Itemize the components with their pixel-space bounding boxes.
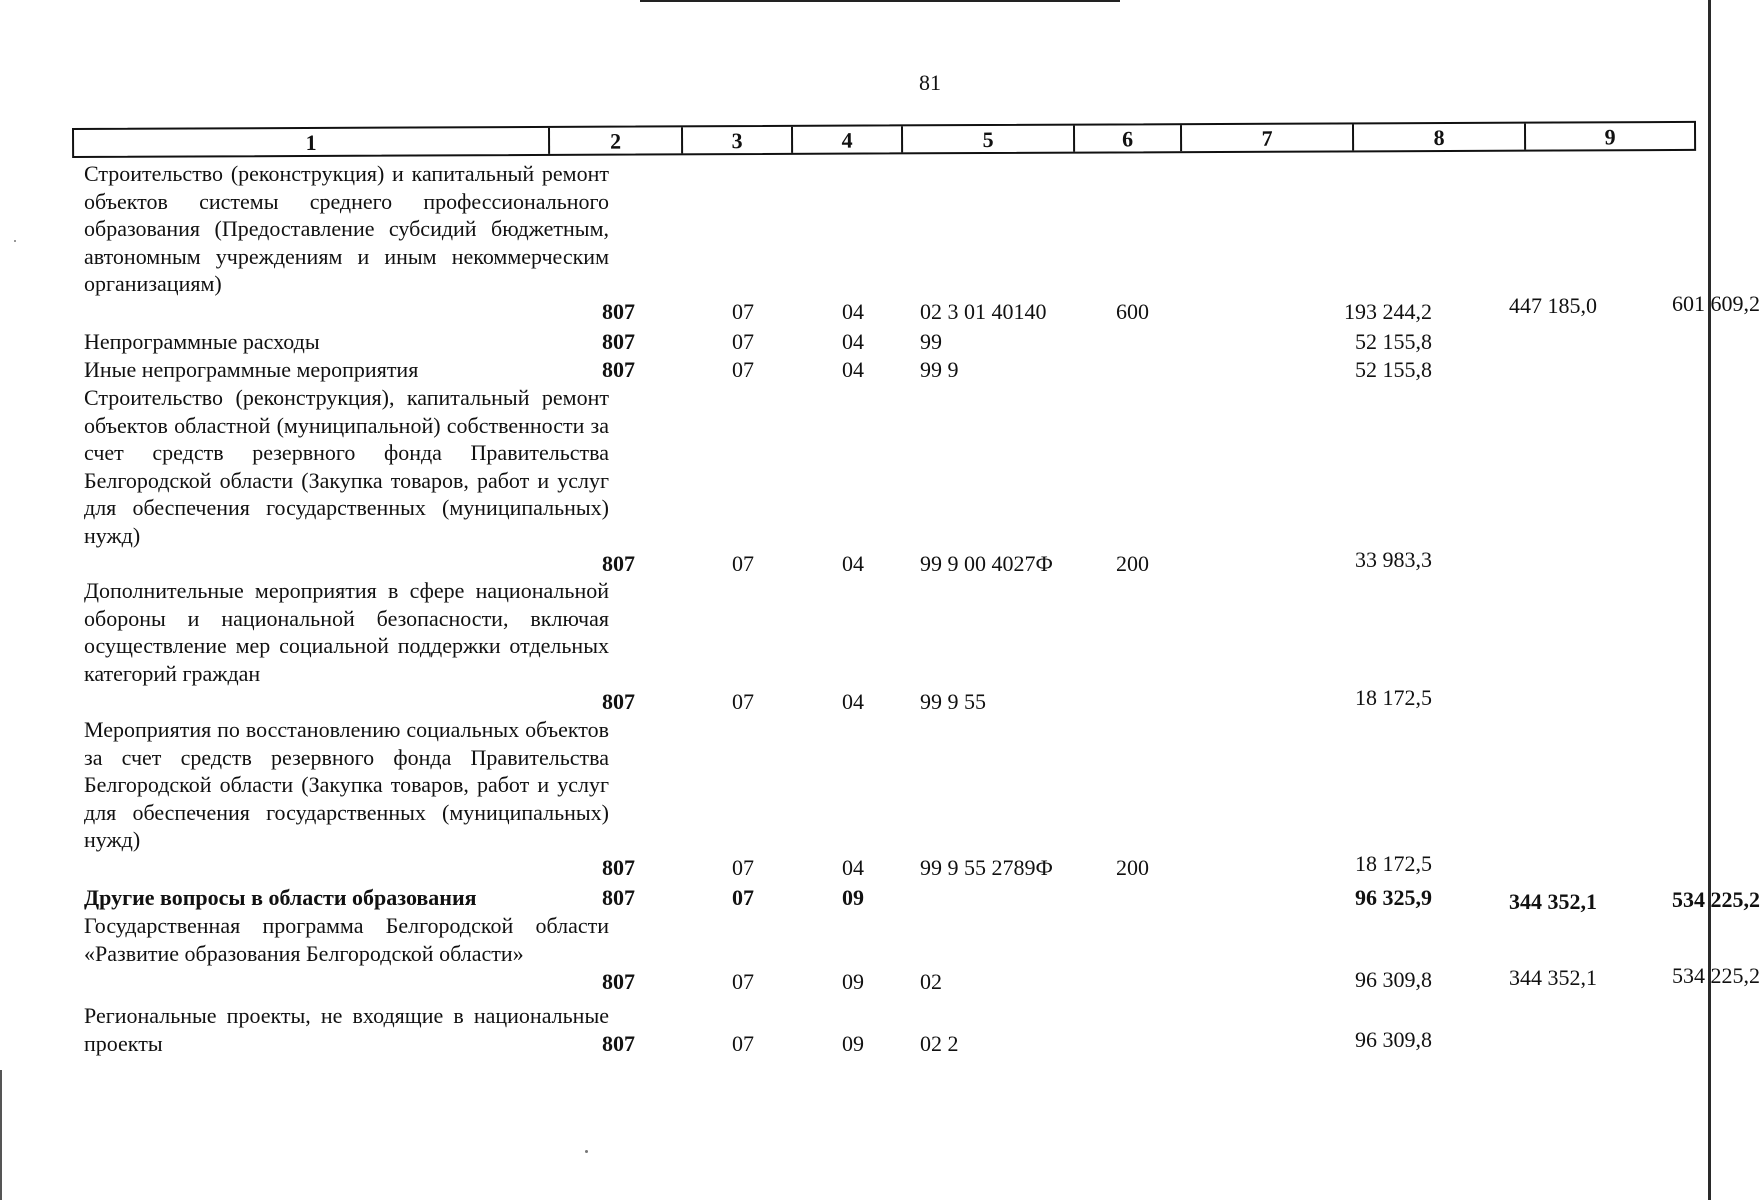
cell-col-3: 07 <box>732 550 754 576</box>
cell-col-3: 07 <box>732 854 754 880</box>
header-col-8: 8 <box>1354 124 1526 151</box>
cell-col-5: 99 <box>920 329 942 354</box>
header-col-4: 4 <box>793 126 903 152</box>
table-row <box>72 577 1696 715</box>
cell-col-2: 807 <box>602 854 635 880</box>
cell-col-2: 807 <box>602 688 635 714</box>
cell-col-2: 807 <box>602 968 635 994</box>
cell-col-3: 07 <box>732 329 754 354</box>
row-name: Непрограммные расходы <box>84 329 320 354</box>
cell-col-4: 04 <box>842 550 864 576</box>
header-col-5: 5 <box>903 126 1075 153</box>
cell-col-3: 07 <box>732 968 754 994</box>
scan-artifact-top <box>640 0 1120 2</box>
cell-col-7: 96 325,9 <box>1355 885 1432 910</box>
cell-col-4: 04 <box>842 688 864 714</box>
table-row <box>72 1002 1696 1057</box>
header-col-3: 3 <box>683 127 793 153</box>
cell-col-3: 07 <box>732 357 754 382</box>
table-row <box>72 356 1696 384</box>
row-name: Мероприятия по восстановлению социальных объектов за счет средств резервного фонда Правительства Белгородской области (Закупка товаров, работ и услуг для обеспечения государственных (муниципальных) нужд) <box>84 717 609 852</box>
cell-col-5: 99 9 <box>920 357 959 382</box>
table-row <box>72 716 1696 881</box>
cell-col-7: 52 155,8 <box>1355 357 1432 382</box>
cell-col-2: 807 <box>602 298 635 324</box>
cell-col-2: 807 <box>602 885 635 910</box>
cell-col-9: 601 609,2 <box>1672 290 1760 316</box>
table-header-row <box>72 121 1696 158</box>
cell-col-7: 96 309,8 <box>1355 966 1432 992</box>
cell-col-5: 02 3 01 40140 <box>920 298 1047 324</box>
header-col-2: 2 <box>550 127 683 154</box>
cell-col-4: 04 <box>842 357 864 382</box>
cell-col-2: 807 <box>602 329 635 354</box>
cell-col-5: 99 9 00 4027Ф <box>920 550 1053 576</box>
cell-col-8: 447 185,0 <box>1509 292 1597 318</box>
cell-col-3: 07 <box>732 298 754 324</box>
cell-col-8: 344 352,1 <box>1509 964 1597 990</box>
cell-col-7: 52 155,8 <box>1355 329 1432 354</box>
cell-col-2: 807 <box>602 1030 635 1056</box>
table-row <box>72 884 1760 914</box>
cell-col-5: 02 2 <box>920 1030 959 1056</box>
cell-col-7: 96 309,8 <box>1355 1026 1432 1052</box>
cell-col-6: 600 <box>1116 298 1149 324</box>
cell-col-4: 09 <box>842 1030 864 1056</box>
row-name: Региональные проекты, не входящие в национальные проекты <box>84 1003 609 1056</box>
row-name: Другие вопросы в области образования <box>84 885 477 910</box>
cell-col-4: 09 <box>842 885 864 910</box>
table-row <box>72 384 1696 577</box>
row-name: Строительство (реконструкция), капитальный ремонт объектов областной (муниципальной) собственности за счет средств резервного фонда Правительства Белгородской области (Закупка товаров, работ и услуг для обеспечения государственных (муниципальных) нужд) <box>84 385 609 548</box>
cell-col-7: 33 983,3 <box>1355 546 1432 572</box>
cell-col-9: 534 225,2 <box>1672 962 1760 988</box>
header-col-9: 9 <box>1604 124 1616 150</box>
cell-col-5: 02 <box>920 968 942 994</box>
cell-col-4: 09 <box>842 968 864 994</box>
cell-col-3: 07 <box>732 1030 754 1056</box>
row-name: Иные непрограммные мероприятия <box>84 357 419 382</box>
row-name: Государственная программа Белгородской области «Развитие образования Белгородской области» <box>84 913 609 966</box>
cell-col-2: 807 <box>602 357 635 382</box>
header-col-7: 7 <box>1182 124 1354 151</box>
cell-col-7: 18 172,5 <box>1355 850 1432 876</box>
cell-col-5: 99 9 55 <box>920 688 986 714</box>
cell-col-6: 200 <box>1116 550 1149 576</box>
cell-col-3: 07 <box>732 885 754 910</box>
scan-artifact-left-edge <box>0 1070 2 1200</box>
cell-col-6: 200 <box>1116 854 1149 880</box>
cell-col-7: 18 172,5 <box>1355 684 1432 710</box>
row-name: Строительство (реконструкция) и капитальный ремонт объектов системы среднего профессионального образования (Предоставление субсидий бюджетным, автономным учреждениям и иным некоммерческим организациям) <box>84 161 609 296</box>
scan-speck <box>585 1150 588 1153</box>
cell-col-3: 07 <box>732 688 754 714</box>
scan-speck <box>14 240 16 242</box>
table-row <box>72 912 1760 995</box>
cell-col-8: 344 352,1 <box>1509 889 1597 914</box>
cell-col-4: 04 <box>842 329 864 354</box>
cell-col-4: 04 <box>842 854 864 880</box>
table-row <box>72 328 1696 356</box>
cell-col-5: 99 9 55 2789Ф <box>920 854 1053 880</box>
row-name: Дополнительные мероприятия в сфере национальной обороны и национальной безопасности, включая осуществление мер социальной поддержки отдельных категорий граждан <box>84 578 609 686</box>
page-number: 81 <box>919 70 941 95</box>
header-col-6: 6 <box>1075 125 1182 151</box>
cell-col-4: 04 <box>842 298 864 324</box>
table-row <box>72 160 1760 325</box>
cell-col-7: 193 244,2 <box>1344 298 1432 324</box>
cell-col-9: 534 225,2 <box>1672 887 1760 912</box>
cell-col-2: 807 <box>602 550 635 576</box>
header-col-1: 1 <box>74 128 550 156</box>
scan-artifact-right-edge <box>1708 0 1711 1200</box>
